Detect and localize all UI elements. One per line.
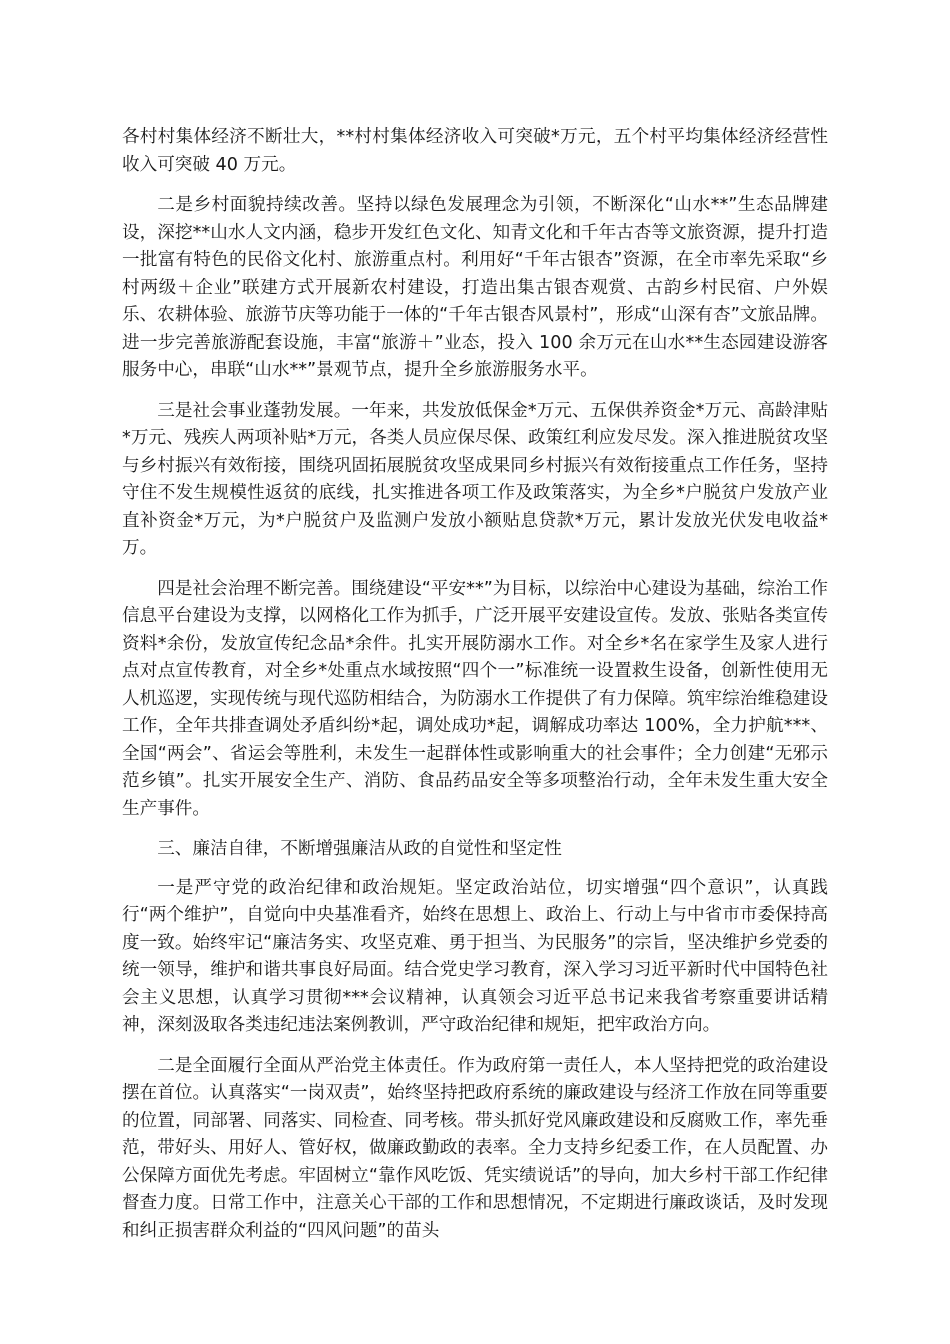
document-body xyxy=(122,124,828,1258)
paragraph-political-discipline: 一是严守党的政治纪律和政治规矩。坚定政治站位，切实增强“四个意识”，认真践行“两个维护”，自觉向中央基准看齐，始终在思想上、政治上、行动上与中省市市委保持高度一致。始终牢记“廉洁务实、攻坚克难、勇于担当、为民服务”的宗旨，坚决维护乡党委的统一领导，维护和谐共事良好局面。结合党史学习教育，深入学习习近平新时代中国特色社会主义思想，认真学习贯彻***会议精神，认真领会习近平总书记来我省考察重要讲话精神，深刻汲取各类违纪违法案例教训，严守政治纪律和规矩，把牢政治方向。 xyxy=(122,877,828,1035)
paragraph-social-affairs: 三是社会事业蓬勃发展。一年来，共发放低保金*万元、五保供养资金*万元、高龄津贴*万元、残疾人两项补贴*万元，各类人员应保尽保、政策红利应发尽发。深入推进脱贫攻坚与乡村振兴有效衔接，围绕巩固拓展脱贫攻坚成果同乡村振兴有效衔接重点工作任务，坚持守住不发生规模性返贫的底线，扎实推进各项工作及政策落实，为全乡*户脱贫户发放产业直补资金*万元，为*户脱贫户及监测户发放小额贴息贷款*万元，累计发放光伏发电收益*万。 xyxy=(122,400,828,558)
paragraph-social-governance: 四是社会治理不断完善。围绕建设“平安**”为目标，以综治中心建设为基础，综治工作信息平台建设为支撑，以网格化工作为抓手，广泛开展平安建设宣传。发放、张贴各类宣传资料*余份，发放宣传纪念品*余件。扎实开展防溺水工作。对全乡*名在家学生及家人进行点对点宣传教育，对全乡*处重点水域按照“四个一”标准统一设置救生设备，创新性使用无人机巡逻，实现传统与现代巡防相结合，为防溺水工作提供了有力保障。筑牢综治维稳建设工作，全年共排查调处矛盾纠纷*起，调处成功*起，调解成功率达 100%，全力护航***、全国“两会”、省运会等胜利，未发生一起群体性或影响重大的社会事件；全力创建“无邪示范乡镇”。扎实开展安全生产、消防、食品药品安全等多项整治行动，全年未发生重大安全生产事件。 xyxy=(122,578,828,819)
paragraph-village-appearance: 二是乡村面貌持续改善。坚持以绿色发展理念为引领，不断深化“山水**”生态品牌建设，深挖**山水人文内涵，稳步开发红色文化、知青文化和千年古杏等文旅资源，提升打造一批富有特色的民俗文化村、旅游重点村。利用好“千年古银杏”资源，在全市率先采取“乡村两级＋企业”联建方式开展新农村建设，打造出集古银杏观赏、古韵乡村民宿、户外娱乐、农耕体验、旅游节庆等功能于一体的“千年古银杏风景村”，形成“山深有杏”文旅品牌。进一步完善旅游配套设施，丰富“旅游＋”业态，投入 100 余万元在山水**生态园建设游客服务中心，串联“山水**”景观节点，提升全乡旅游服务水平。 xyxy=(122,195,828,380)
paragraph-collective-economy: 各村村集体经济不断壮大，**村村集体经济收入可突破*万元，五个村平均集体经济经营性收入可突破 40 万元。 xyxy=(122,127,828,175)
section-heading-integrity: 三、廉洁自律，不断增强廉洁从政的自觉性和坚定性 xyxy=(157,839,562,859)
paragraph-party-responsibility: 二是全面履行全面从严治党主体责任。作为政府第一责任人，本人坚持把党的政治建设摆在首位。认真落实“一岗双责”，始终坚持把政府系统的廉政建设与经济工作放在同等重要的位置，同部署、同落实、同检查、同考核。带头抓好党风廉政建设和反腐败工作，率先垂范，带好头、用好人、管好权，做廉政勤政的表率。全力支持乡纪委工作，在人员配置、办公保障方面优先考虑。牢固树立“靠作风吃饭、凭实绩说话”的导向，加大乡村干部工作纪律督查力度。日常工作中，注意关心干部的工作和思想情况，不定期进行廉政谈话，及时发现和纠正损害群众利益的“四风问题”的苗头 xyxy=(122,1055,828,1241)
